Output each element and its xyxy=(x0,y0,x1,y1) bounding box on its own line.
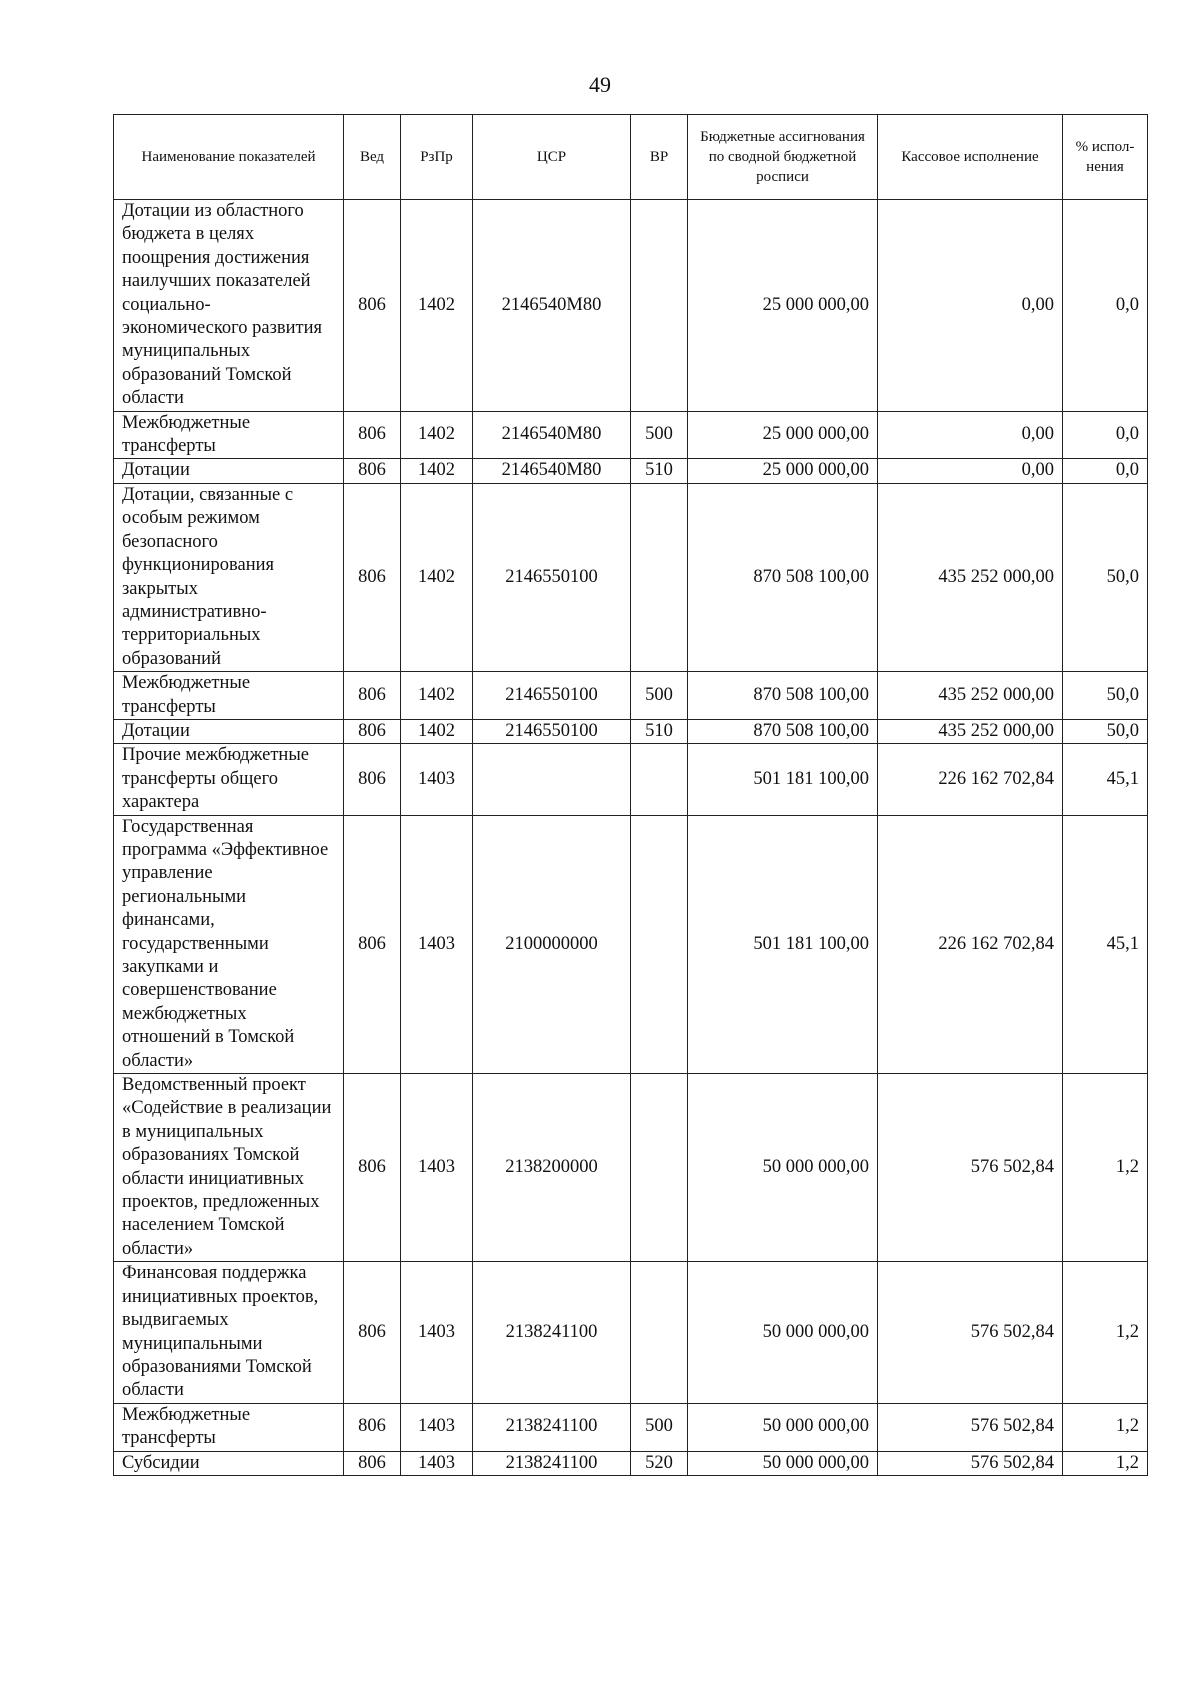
table-row xyxy=(114,459,1148,483)
table-row xyxy=(114,719,1148,743)
row-vr: 520 xyxy=(631,1451,688,1475)
row-rzpr: 1402 xyxy=(401,483,473,671)
row-name: Финансовая поддержка инициативных проектов, выдвигаемых муниципальными образованиями Томской области xyxy=(114,1262,344,1403)
row-csr: 2138200000 xyxy=(473,1074,631,1262)
header-name: Наименование показателей xyxy=(114,115,344,200)
row-cash: 435 252 000,00 xyxy=(878,672,1063,720)
table-row xyxy=(114,1403,1148,1451)
row-csr: 2146550100 xyxy=(473,672,631,720)
row-rzpr: 1403 xyxy=(401,1262,473,1403)
row-csr: 2100000000 xyxy=(473,815,631,1073)
row-percent: 0,0 xyxy=(1063,411,1148,459)
row-ved: 806 xyxy=(344,1403,401,1451)
table-row xyxy=(114,411,1148,459)
row-budget: 25 000 000,00 xyxy=(688,411,878,459)
row-budget: 50 000 000,00 xyxy=(688,1262,878,1403)
page-number: 49 xyxy=(589,72,611,97)
row-percent: 0,0 xyxy=(1063,459,1148,483)
row-cash: 0,00 xyxy=(878,200,1063,412)
row-budget: 501 181 100,00 xyxy=(688,744,878,815)
row-name: Дотации xyxy=(114,459,344,483)
row-vr xyxy=(631,744,688,815)
table-row xyxy=(114,1074,1148,1262)
row-csr: 2138241100 xyxy=(473,1451,631,1475)
row-csr: 2146540М80 xyxy=(473,411,631,459)
row-vr xyxy=(631,1074,688,1262)
row-rzpr: 1402 xyxy=(401,411,473,459)
row-name: Межбюджетные трансферты xyxy=(114,672,344,720)
row-budget: 25 000 000,00 xyxy=(688,459,878,483)
row-name: Межбюджетные трансферты xyxy=(114,411,344,459)
row-csr: 2138241100 xyxy=(473,1262,631,1403)
header-budget: Бюджетные ассигнования по сводной бюджетной росписи xyxy=(688,115,878,200)
row-cash: 435 252 000,00 xyxy=(878,719,1063,743)
row-ved: 806 xyxy=(344,719,401,743)
row-vr: 510 xyxy=(631,459,688,483)
row-rzpr: 1402 xyxy=(401,200,473,412)
row-ved: 806 xyxy=(344,1451,401,1475)
row-vr: 500 xyxy=(631,1403,688,1451)
row-rzpr: 1403 xyxy=(401,1403,473,1451)
row-rzpr: 1402 xyxy=(401,672,473,720)
row-csr: 2146550100 xyxy=(473,483,631,671)
row-ved: 806 xyxy=(344,1074,401,1262)
row-cash: 0,00 xyxy=(878,459,1063,483)
header-vr: ВР xyxy=(631,115,688,200)
row-cash: 226 162 702,84 xyxy=(878,744,1063,815)
row-ved: 806 xyxy=(344,483,401,671)
row-percent: 1,2 xyxy=(1063,1262,1148,1403)
row-name: Дотации xyxy=(114,719,344,743)
table-row xyxy=(114,1451,1148,1475)
row-percent: 0,0 xyxy=(1063,200,1148,412)
row-budget: 501 181 100,00 xyxy=(688,815,878,1073)
row-budget: 50 000 000,00 xyxy=(688,1403,878,1451)
row-cash: 576 502,84 xyxy=(878,1451,1063,1475)
row-cash: 226 162 702,84 xyxy=(878,815,1063,1073)
row-percent: 1,2 xyxy=(1063,1403,1148,1451)
table-row xyxy=(114,1262,1148,1403)
row-rzpr: 1403 xyxy=(401,1074,473,1262)
row-cash: 0,00 xyxy=(878,411,1063,459)
row-vr: 510 xyxy=(631,719,688,743)
row-rzpr: 1403 xyxy=(401,744,473,815)
row-ved: 806 xyxy=(344,200,401,412)
row-csr: 2146540М80 xyxy=(473,200,631,412)
row-cash: 435 252 000,00 xyxy=(878,483,1063,671)
row-percent: 1,2 xyxy=(1063,1451,1148,1475)
row-rzpr: 1403 xyxy=(401,815,473,1073)
row-budget: 50 000 000,00 xyxy=(688,1451,878,1475)
row-name: Ведомственный проект «Содействие в реализации в муниципальных образованиях Томской области инициативных проектов, предложенных населением Томской области» xyxy=(114,1074,344,1262)
table-row xyxy=(114,200,1148,412)
row-vr xyxy=(631,483,688,671)
table-row xyxy=(114,483,1148,671)
row-ved: 806 xyxy=(344,411,401,459)
row-name: Межбюджетные трансферты xyxy=(114,1403,344,1451)
row-vr xyxy=(631,200,688,412)
table-row xyxy=(114,672,1148,720)
row-csr: 2146540М80 xyxy=(473,459,631,483)
row-budget: 25 000 000,00 xyxy=(688,200,878,412)
row-ved: 806 xyxy=(344,1262,401,1403)
row-cash: 576 502,84 xyxy=(878,1074,1063,1262)
row-ved: 806 xyxy=(344,744,401,815)
header-cash: Кассовое исполнение xyxy=(878,115,1063,200)
table-row xyxy=(114,815,1148,1073)
row-name: Дотации из областного бюджета в целях поощрения достижения наилучших показателей социально-экономического развития муниципальных образований Томской области xyxy=(114,200,344,412)
row-percent: 45,1 xyxy=(1063,744,1148,815)
row-percent: 50,0 xyxy=(1063,483,1148,671)
row-rzpr: 1402 xyxy=(401,719,473,743)
row-percent: 50,0 xyxy=(1063,719,1148,743)
row-cash: 576 502,84 xyxy=(878,1403,1063,1451)
row-vr xyxy=(631,815,688,1073)
row-budget: 870 508 100,00 xyxy=(688,719,878,743)
row-csr: 2146550100 xyxy=(473,719,631,743)
row-cash: 576 502,84 xyxy=(878,1262,1063,1403)
row-name: Дотации, связанные с особым режимом безопасного функционирования закрытых административно-территориальных образований xyxy=(114,483,344,671)
header-csr: ЦСР xyxy=(473,115,631,200)
budget-execution-table xyxy=(113,114,1148,1476)
row-vr xyxy=(631,1262,688,1403)
table-header-row xyxy=(114,115,1148,200)
row-name: Прочие межбюджетные трансферты общего характера xyxy=(114,744,344,815)
row-ved: 806 xyxy=(344,459,401,483)
row-budget: 870 508 100,00 xyxy=(688,672,878,720)
row-percent: 45,1 xyxy=(1063,815,1148,1073)
row-percent: 1,2 xyxy=(1063,1074,1148,1262)
row-vr: 500 xyxy=(631,411,688,459)
row-name: Государственная программа «Эффективное управление региональными финансами, государственными закупками и совершенствование межбюджетных отношений в Томской области» xyxy=(114,815,344,1073)
header-ved: Вед xyxy=(344,115,401,200)
row-csr xyxy=(473,744,631,815)
row-rzpr: 1402 xyxy=(401,459,473,483)
row-vr: 500 xyxy=(631,672,688,720)
row-percent: 50,0 xyxy=(1063,672,1148,720)
row-csr: 2138241100 xyxy=(473,1403,631,1451)
table-row xyxy=(114,744,1148,815)
row-name: Субсидии xyxy=(114,1451,344,1475)
row-ved: 806 xyxy=(344,672,401,720)
row-ved: 806 xyxy=(344,815,401,1073)
row-budget: 50 000 000,00 xyxy=(688,1074,878,1262)
row-rzpr: 1403 xyxy=(401,1451,473,1475)
header-rzpr: РзПр xyxy=(401,115,473,200)
row-budget: 870 508 100,00 xyxy=(688,483,878,671)
header-percent: % испол-нения xyxy=(1063,115,1148,200)
